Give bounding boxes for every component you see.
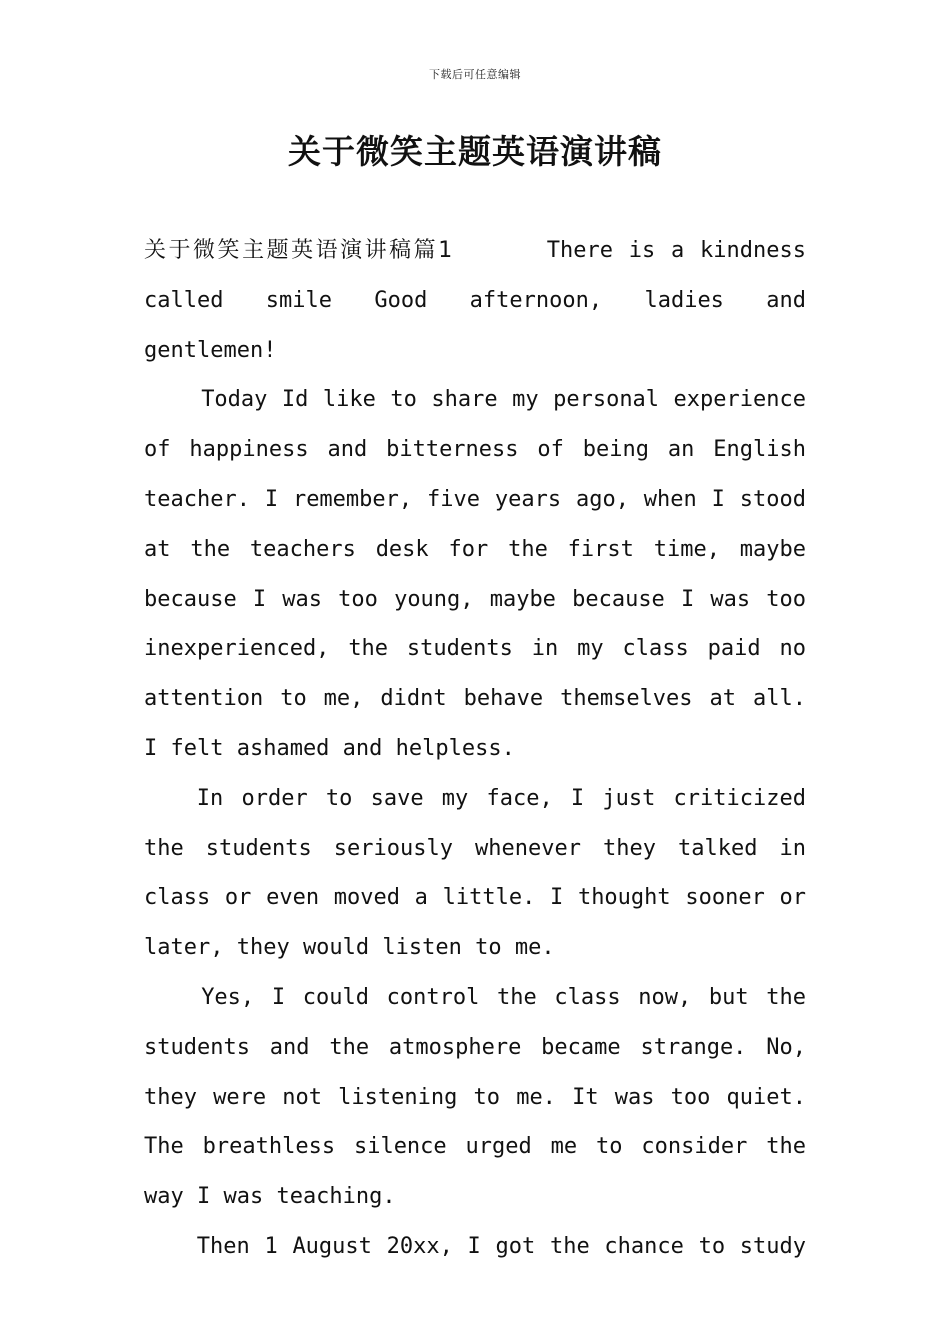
paragraph: In order to save my face, I just criticized the students seriously whenever they talked in class or even moved a little. I thought sooner or later, they would listen to me. <box>144 785 806 961</box>
header-note: 下载后可任意编辑 <box>429 68 521 81</box>
document-body <box>144 226 806 1272</box>
paragraph-text: There is a kindness called smile Good afternoon, ladies and gentlemen! <box>144 238 806 363</box>
paragraph: Yes, I could control the class now, but the students and the atmosphere became strange. No, they were not listening to me. It was too quiet. The breathless silence urged me to consider the way I was teaching. <box>144 984 806 1210</box>
paragraph-intro <box>144 226 806 375</box>
paragraph: Then 1 August 20xx, I got the chance to study <box>196 1233 806 1259</box>
lead-heading: 关于微笑主题英语演讲稿篇1 <box>144 238 453 263</box>
page-title: 关于微笑主题英语演讲稿 <box>288 132 662 171</box>
paragraph: Today Id like to share my personal experience of happiness and bitterness of being an English teacher. I remember, five years ago, when I stood at the teachers desk for the first time, maybe because I was too young, maybe because I was too inexperienced, the students in my class paid no attention to me, didnt behave themselves at all. I felt ashamed and helpless. <box>144 387 806 761</box>
